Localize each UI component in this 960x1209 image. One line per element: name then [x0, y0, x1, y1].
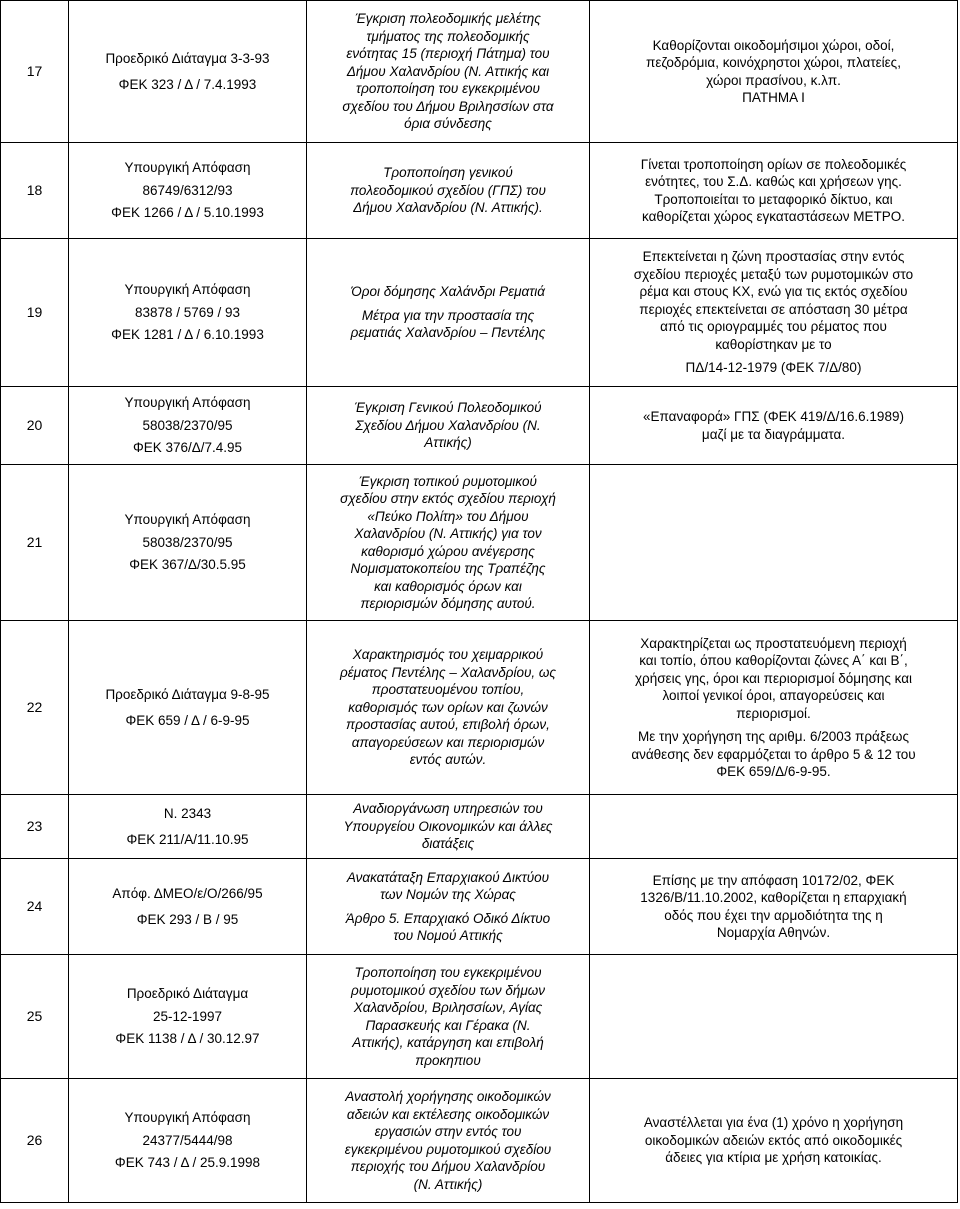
cell-line: ΦΕΚ 293 / Β / 95 [136, 912, 239, 927]
cell-line: προστατευομένου τοπίου, [371, 682, 525, 698]
legal-act-cell [69, 239, 307, 387]
cell-line: καθορίζεται χώρος εγκαταστάσεων ΜΕΤΡΟ. [642, 209, 905, 224]
cell-line: πολεοδομικού σχεδίου (ΓΠΣ) του [350, 182, 546, 198]
cell-line: όρια σύνδεσης [404, 116, 492, 132]
notes-cell [590, 465, 958, 621]
cell-line: Υπουργική Απόφαση [124, 395, 251, 411]
table-row [1, 143, 958, 239]
subject-cell [307, 621, 590, 795]
cell-line: Με την χορήγηση της αριθμ. 6/2003 πράξεως [638, 729, 909, 744]
cell-line: ρεματιάς Χαλανδρίου – Πεντέλης [350, 325, 546, 341]
legal-act-cell [69, 1079, 307, 1203]
cell-line: Χαλανδρίου, Βριλησσίων, Αγίας [353, 1000, 543, 1015]
cell-line: ρέματος Πεντέλης – Χαλανδρίου, ως [340, 664, 556, 680]
notes-cell [590, 955, 958, 1079]
cell-line: Καθορίζονται οικοδομήσιμοι χώροι, οδοί, [652, 37, 895, 53]
table-row [1, 955, 958, 1079]
cell-line: Γίνεται τροποποίηση ορίων σε πολεοδομικές [640, 156, 907, 172]
cell-line: Χαρακτηρίζεται ως προστατευόμενη περιοχή [640, 635, 907, 651]
cell-line: 58038/2370/95 [142, 534, 233, 550]
cell-line: Αναστολή χορήγησης οικοδομικών [345, 1089, 551, 1104]
legal-act-cell [69, 1, 307, 143]
row-number: 25 [1, 955, 69, 1079]
cell-line: καθορίστηκαν με το [715, 336, 832, 352]
cell-line: 58038/2370/95 [142, 417, 233, 433]
row-number: 20 [1, 387, 69, 465]
legal-act-cell [69, 387, 307, 465]
cell-line: των Νομών της Χώρας [380, 887, 516, 902]
table-row [1, 859, 958, 955]
cell-line: Τροποποίηση του εγκεκριμένου [354, 965, 542, 980]
legal-act-cell [69, 465, 307, 621]
cell-line: Απόφ. ΔΜΕΟ/ε/Ο/266/95 [112, 885, 263, 901]
cell-line: Αναστέλλεται για ένα (1) χρόνο η χορήγηση [643, 1115, 904, 1131]
cell-line: Προεδρικό Διάταγμα 3-3-93 [105, 50, 270, 66]
cell-line: Έγκριση Γενικού Πολεοδομικού [354, 400, 542, 416]
cell-line: ρυμοτομικού σχεδίου των δήμων [350, 982, 546, 998]
cell-line: Αττικής), κατάργηση και επιβολή [352, 1035, 544, 1050]
cell-line: 83878 / 5769 / 93 [134, 304, 241, 320]
table-body [1, 1, 958, 1203]
cell-line: καθορισμό χώρου ανέγερσης [361, 543, 535, 559]
cell-line: ενότητας 15 (περιοχή Πάτημα) του [346, 46, 550, 62]
cell-line: 1326/Β/11.10.2002, καθορίζεται η επαρχιακή [640, 890, 907, 905]
cell-line: σχεδίου του Δήμου Βριλησσίων στα [342, 98, 554, 114]
cell-line: Σχεδίου Δήμου Χαλανδρίου (Ν. [355, 417, 541, 433]
cell-line: καθορισμός των ορίων και ζωνών [348, 699, 548, 715]
cell-line: ΦΕΚ 659 / Δ / 6-9-95 [125, 713, 250, 728]
cell-line: ΦΕΚ 1281 / Δ / 6.10.1993 [111, 327, 264, 343]
legal-act-cell [69, 955, 307, 1079]
cell-line: λοιποί γενικοί όροι, απαγορεύσεις και [662, 688, 885, 703]
cell-line: οικοδομικών αδειών εκτός από οικοδομικές [644, 1132, 903, 1148]
cell-line: Νομαρχία Αθηνών. [716, 925, 831, 940]
cell-line: Υπουργική Απόφαση [124, 282, 251, 298]
subject-cell [307, 1079, 590, 1203]
cell-line: Υπουργική Απόφαση [124, 512, 251, 528]
cell-line: Μέτρα για την προστασία της [361, 307, 535, 323]
cell-line: χώροι πρασίνου, κ.λπ. [706, 72, 841, 88]
cell-line: Επεκτείνεται η ζώνη προστασίας στην εντός [642, 249, 905, 265]
cell-line: ΠΔ/14-12-1979 (ΦΕΚ 7/Δ/80) [685, 360, 862, 376]
row-number: 24 [1, 859, 69, 955]
row-number: 19 [1, 239, 69, 387]
cell-line: Έγκριση τοπικού ρυμοτομικού [359, 473, 537, 489]
legal-act-cell [69, 143, 307, 239]
table-row [1, 621, 958, 795]
cell-line: Τροποποίηση γενικού [383, 165, 513, 181]
cell-line: περιοχής του Δήμου Χαλανδρίου [350, 1159, 546, 1174]
cell-line: (Ν. Αττικής) [413, 1176, 483, 1192]
cell-line: Προεδρικό Διάταγμα [126, 986, 249, 1002]
cell-line: πεζοδρόμια, κοινόχρηστοι χώροι, πλατείες, [646, 55, 901, 70]
subject-cell [307, 795, 590, 859]
cell-line: και τοπίο, όπου καθορίζονται ζώνες Α΄ και Β΄, [639, 653, 908, 668]
cell-line: Ανακατάταξη Επαρχιακού Δικτύου [346, 869, 550, 885]
cell-line: εργασιών στην εντός του [374, 1124, 522, 1139]
cell-line: Υπουργείου Οικονομικών και άλλες [343, 818, 553, 834]
cell-line: ΦΕΚ 743 / Δ / 25.9.1998 [114, 1155, 261, 1171]
cell-line: «Πεύκο Πολίτη» του Δήμου [367, 508, 529, 524]
row-number: 17 [1, 1, 69, 143]
cell-line: οδός που έχει την αρμοδιότητα της η [664, 907, 883, 923]
cell-line: εγκεκριμένου ρυμοτομικού σχεδίου [344, 1141, 552, 1157]
notes-cell [590, 387, 958, 465]
subject-cell [307, 465, 590, 621]
cell-line: του Νομού Αττικής [393, 928, 503, 943]
cell-line: ρέμα και στους ΚΧ, ενώ για τις εκτός σχεδίου [639, 284, 908, 300]
cell-line: άδειες για κτίρια με χρήση κατοικίας. [665, 1150, 882, 1166]
subject-cell [307, 859, 590, 955]
cell-line: ΦΕΚ 1138 / Δ / 30.12.97 [115, 1031, 260, 1047]
cell-line: Δήμου Χαλανδρίου (Ν. Αττικής και [346, 63, 550, 79]
cell-line: διατάξεις [421, 836, 475, 852]
subject-cell [307, 387, 590, 465]
table-row [1, 387, 958, 465]
cell-line: μαζί με τα διαγράμματα. [701, 426, 846, 442]
cell-line: τροποποίηση του εγκεκριμένου [356, 81, 540, 97]
cell-line: ΦΕΚ 376/Δ/7.4.95 [132, 440, 243, 456]
table-row [1, 465, 958, 621]
cell-line: προκηπιου [415, 1052, 481, 1068]
cell-line: «Επαναφορά» ΓΠΣ (ΦΕΚ 419/Δ/16.6.1989) [643, 409, 904, 424]
table-row [1, 1, 958, 143]
cell-line: Ν. 2343 [163, 805, 212, 821]
cell-line: 24377/5444/98 [142, 1132, 233, 1148]
row-number: 22 [1, 621, 69, 795]
cell-line: τμήματος της πολεοδομικής [366, 28, 530, 44]
cell-line: ΦΕΚ 323 / Δ / 7.4.1993 [118, 77, 257, 92]
cell-line: προστασίας αυτού, επιβολή όρων, [346, 717, 550, 733]
cell-line: Τροποποιείται το μεταφορικό δίκτυο, και [654, 191, 893, 207]
cell-line: ΦΕΚ 211/Α/11.10.95 [126, 832, 249, 847]
cell-line: ΦΕΚ 1266 / Δ / 5.10.1993 [111, 205, 264, 221]
row-number: 23 [1, 795, 69, 859]
cell-line: ΠΑΤΗΜΑ Ι [742, 90, 805, 105]
cell-line: Νομισματοκοπείου της Τραπέζης [350, 561, 546, 576]
cell-line: Προεδρικό Διάταγμα 9-8-95 [105, 686, 270, 702]
cell-line: Παρασκευής και Γέρακα (Ν. [365, 1017, 531, 1033]
notes-cell [590, 795, 958, 859]
cell-line: περιορισμών δόμησης αυτού. [360, 596, 536, 611]
cell-line: Χαλανδρίου (Ν. Αττικής) για τον [354, 526, 542, 541]
table-row [1, 1079, 958, 1203]
cell-line: σχεδίου περιοχές μεταξύ των ρυμοτομικών στο [633, 266, 914, 282]
legal-act-cell [69, 795, 307, 859]
cell-line: ενότητες, του Σ.Δ. καθώς και χρήσεων γης. [645, 174, 902, 189]
cell-line: Επίσης με την απόφαση 10172/02, ΦΕΚ [652, 872, 895, 888]
row-number: 18 [1, 143, 69, 239]
cell-line: Αναδιοργάνωση υπηρεσιών του [353, 801, 543, 817]
cell-line: Αττικής) [424, 435, 472, 451]
cell-line: χρήσεις γης, όροι και περιορισμοί δόμησης και [634, 670, 913, 686]
cell-line: Δήμου Χαλανδρίου (Ν. Αττικής). [353, 200, 543, 216]
cell-line: Χαρακτηρισμός του χειμαρρικού [352, 647, 544, 663]
cell-line: απαγορεύσεων και περιορισμών [351, 734, 545, 750]
subject-cell [307, 1, 590, 143]
cell-line: Υπουργική Απόφαση [124, 1110, 251, 1126]
table-row [1, 795, 958, 859]
notes-cell [590, 621, 958, 795]
cell-line: ανάθεσης δεν εφαρμόζεται το άρθρο 5 & 12 του [631, 746, 916, 762]
cell-line: εντός αυτών. [409, 752, 487, 768]
cell-line: 86749/6312/93 [142, 182, 233, 198]
cell-line: περιορισμοί. [736, 705, 811, 721]
cell-line: 25-12-1997 [152, 1008, 223, 1024]
cell-line: περιοχές επεκτείνεται σε απόσταση 30 μέτρα [639, 301, 908, 317]
subject-cell [307, 143, 590, 239]
cell-line: Όροι δόμησης Χαλάνδρι Ρεματιά [351, 284, 545, 300]
notes-cell [590, 1, 958, 143]
cell-line: αδειών και εκτέλεσης οικοδομικών [346, 1106, 550, 1122]
cell-line: Άρθρο 5. Επαρχιακό Οδικό Δίκτυο [345, 910, 551, 926]
legal-act-cell [69, 859, 307, 955]
subject-cell [307, 239, 590, 387]
notes-cell [590, 239, 958, 387]
cell-line: Υπουργική Απόφαση [124, 160, 251, 176]
notes-cell [590, 143, 958, 239]
notes-cell [590, 1079, 958, 1203]
row-number: 26 [1, 1079, 69, 1203]
cell-line: Έγκριση πολεοδομικής μελέτης [355, 11, 541, 27]
cell-line: και καθορισμός όρων και [374, 578, 522, 594]
cell-line: από τις οριογραμμές του ρέματος που [660, 319, 887, 335]
table-row [1, 239, 958, 387]
legal-act-cell [69, 621, 307, 795]
row-number: 21 [1, 465, 69, 621]
cell-line: ΦΕΚ 367/Δ/30.5.95 [129, 557, 246, 573]
cell-line: σχεδίου στην εκτός σχεδίου περιοχή [340, 491, 556, 506]
notes-cell [590, 859, 958, 955]
subject-cell [307, 955, 590, 1079]
cell-line: ΦΕΚ 659/Δ/6-9-95. [716, 764, 831, 779]
